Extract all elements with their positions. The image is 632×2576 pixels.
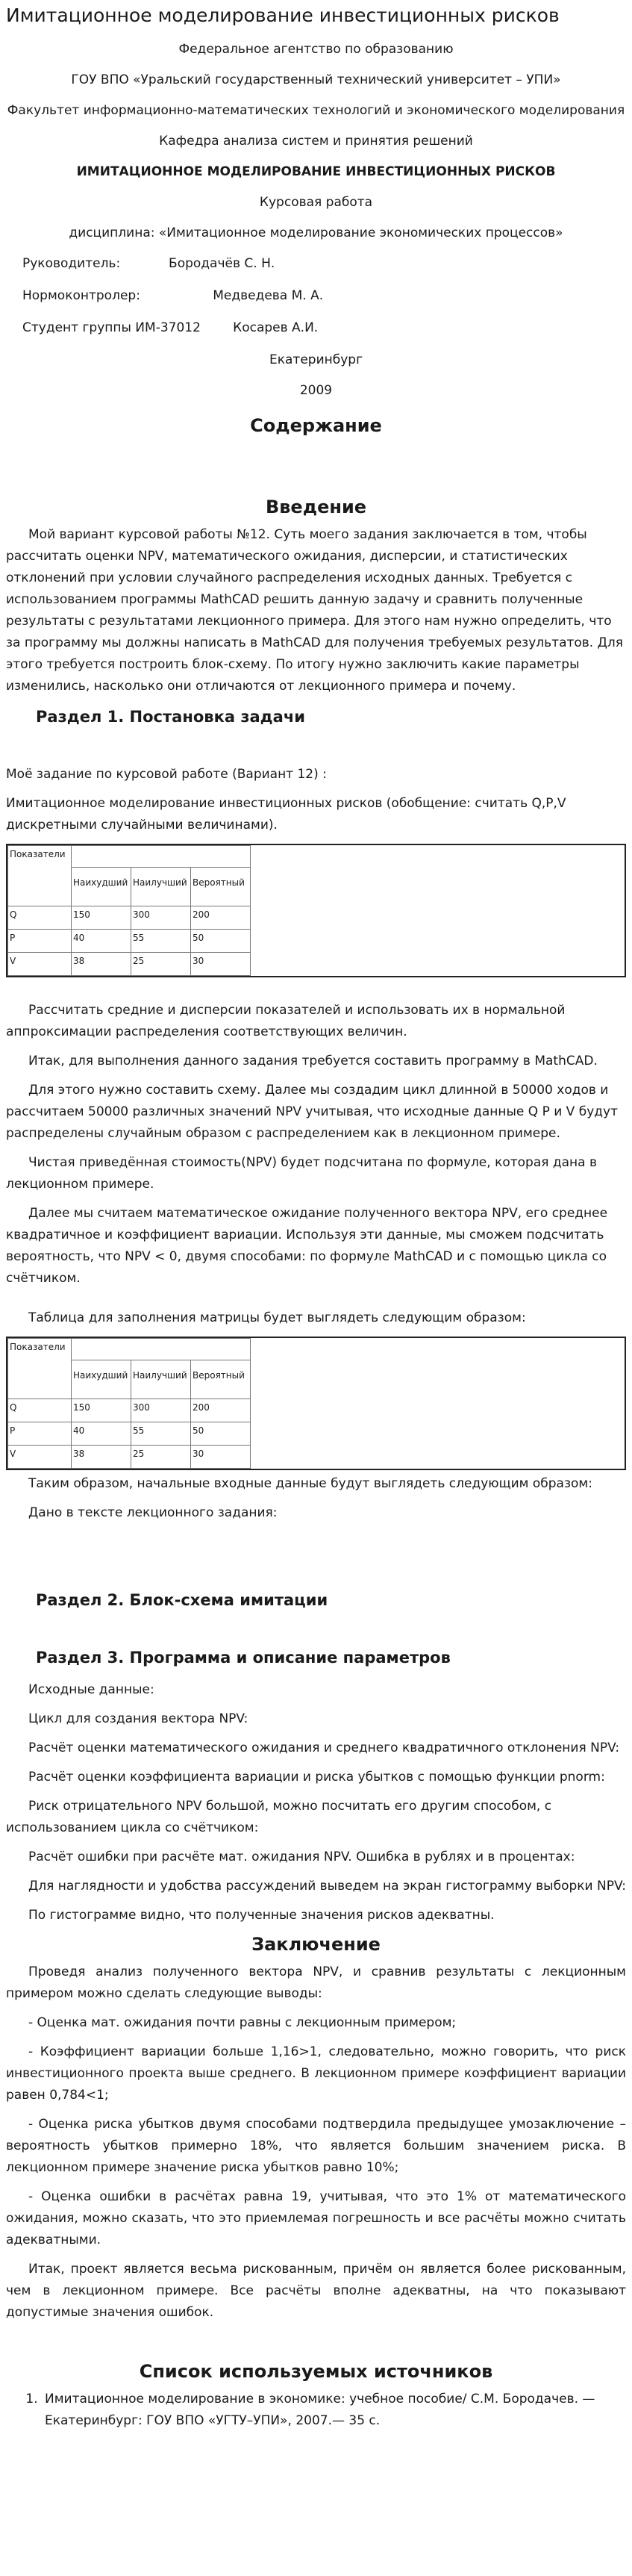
normcontrol-row	[22, 285, 626, 307]
table-header-cell: Показатели	[8, 1339, 72, 1399]
references-heading: Список используемых источников	[139, 2361, 493, 2382]
table-row: Q 150 300 200	[8, 1399, 251, 1422]
para-npv: Чистая приведённая стоимость(NPV) будет подсчитана по формуле, которая дана в лекционном примере.	[6, 1155, 598, 1192]
col-worst: Наихудший	[72, 868, 131, 906]
indicators-table-2	[6, 1337, 626, 1470]
table-row: P 40 55 50	[8, 1422, 251, 1446]
table-row: P 40 55 50	[8, 930, 251, 953]
student-name: Косарев А.И.	[233, 320, 319, 335]
section3-item: Исходные данные:	[28, 1682, 154, 1697]
para-inputs: Таким образом, начальные входные данные будут выглядеть следующим образом:	[28, 1476, 592, 1491]
supervisor-row	[22, 253, 626, 275]
references-list	[24, 2389, 626, 2432]
document-page	[0, 3, 632, 2462]
conclusion-paragraph: Проведя анализ полученного вектора NPV, и сравнив результаты с лекционным примером можно сделать следующие выводы:	[6, 1964, 626, 2001]
supervisor-name: Бородачёв С. Н.	[169, 256, 275, 271]
table-row: V 38 25 30	[8, 1446, 251, 1469]
university-line: ГОУ ВПО «Уральский государственный технический университет – УПИ»	[71, 72, 561, 87]
table-header-cell: Показатели	[8, 846, 72, 906]
section3-item: Расчёт ошибки при расчёте мат. ожидания NPV. Ошибка в рублях и в процентах:	[28, 1849, 575, 1864]
conclusion-paragraph: - Оценка риска убытков двумя способами подтвердила предыдущее умозаключение – вероятность убытков примерно 18%, что является большим значением риска. В лекционном примере значение риска убытков равно 10%;	[6, 2117, 626, 2175]
conclusion-paragraph: Итак, проект является весьма рискованным, причём он является более рискованным, чем в лекционном примере. Все расчёты вполне адекватны, на что показывают допустимые значения ошибок.	[6, 2262, 626, 2320]
section3-heading: Раздел 3. Программа и описание параметров	[36, 1649, 451, 1667]
col-best: Наилучший	[131, 868, 191, 906]
para-calc: Рассчитать средние и дисперсии показателей и использовать их в нормальной аппроксимации распределения соответствующих величин.	[6, 1003, 566, 1039]
indicators-table-1	[6, 844, 626, 977]
para-given: Дано в тексте лекционного задания:	[28, 1505, 278, 1520]
faculty-line: Факультет информационно-математических технологий и экономического моделирования	[7, 103, 625, 118]
para-mathcad: Итак, для выполнения данного задания требуется составить программу в MathCAD.	[28, 1054, 598, 1068]
para-stats: Далее мы считаем математическое ожидание полученного вектора NPV, его среднее квадратичное и коэффициент вариации. Используя эти данные, мы сможем подсчитать вероятность, что NPV < 0, двумя способами: по формуле MathCAD и с помощью цикла со счётчиком.	[6, 1206, 608, 1286]
section2-heading: Раздел 2. Блок-схема имитации	[36, 1591, 328, 1609]
toc-heading: Содержание	[250, 415, 382, 436]
city-line: Екатеринбург	[269, 352, 363, 367]
section3-item: По гистограмме видно, что полученные значения рисков адекватны.	[28, 1908, 495, 1923]
student-label: Студент группы ИМ-37012	[22, 320, 201, 335]
task-description: Имитационное моделирование инвестиционных рисков (обобщение: считать Q,P,V дискретными случайными величинами).	[6, 796, 566, 833]
discipline-line: дисциплина: «Имитационное моделирование экономических процессов»	[69, 225, 563, 240]
col-likely: Вероятный	[191, 1360, 251, 1399]
conclusion-paragraph: - Оценка ошибки в расчётах равна 19, учитывая, что это 1% от математического ожидания, можно сказать, что это приемлемая погрешность и все расчёты можно считать адекватными.	[6, 2189, 626, 2247]
intro-text: Мой вариант курсовой работы №12. Суть моего задания заключается в том, чтобы рассчитать оценки NPV, математического ожидания, дисперсии, и статистических отклонений при условии случайного распределения исходных данных. Требуется с использованием программы MathCAD решить данную задачу и сравнить полученные результаты с результатами лекционного примера. Для этого нам нужно определить, что за программу мы должны написать в MathCAD для получения требуемых результатов. Для этого требуется построить блок-схему. По итогу нужно заключить какие параметры изменились, насколько они отличаются от лекционного примера и почему.	[6, 527, 623, 694]
section1-heading: Раздел 1. Постановка задачи	[36, 708, 305, 726]
conclusion-paragraph: - Коэффициент вариации больше 1,16>1, следовательно, можно говорить, что риск инвестиционного проекта выше среднего. В лекционном примере коэффициент вариации равен 0,784<1;	[6, 2044, 626, 2103]
year-line: 2009	[299, 383, 333, 398]
table-header-spacer	[72, 1339, 251, 1360]
col-likely: Вероятный	[191, 868, 251, 906]
table-row: V 38 25 30	[8, 953, 251, 976]
agency-line: Федеральное агентство по образованию	[178, 42, 454, 57]
intro-heading: Введение	[265, 497, 367, 517]
student-row	[22, 317, 626, 339]
table-row: Q 150 300 200	[8, 906, 251, 930]
work-title: ИМИТАЦИОННОЕ МОДЕЛИРОВАНИЕ ИНВЕСТИЦИОННЫХ РИСКОВ	[76, 164, 556, 179]
normcontrol-label: Нормоконтролер:	[22, 288, 140, 303]
normcontrol-name: Медведева М. А.	[213, 288, 324, 303]
work-type: Курсовая работа	[259, 195, 373, 210]
table-header-spacer	[72, 846, 251, 868]
section3-item: Для наглядности и удобства рассуждений выведем на экран гистограмму выборки NPV:	[28, 1879, 626, 1894]
section3-item: Риск отрицательного NPV большой, можно посчитать его другим способом, с использованием цикла со счётчиком:	[6, 1799, 552, 1835]
conclusion-heading: Заключение	[251, 1934, 381, 1955]
section3-item: Расчёт оценки коэффициента вариации и риска убытков с помощью функции pnorm:	[28, 1770, 605, 1785]
page-title: Имитационное моделирование инвестиционных рисков	[6, 4, 560, 26]
task-line: Моё задание по курсовой работе (Вариант 12) :	[6, 767, 327, 782]
department-line: Кафедра анализа систем и принятия решений	[159, 134, 473, 149]
para-table-intro: Таблица для заполнения матрицы будет выглядеть следующим образом:	[28, 1310, 526, 1325]
section3-item: Расчёт оценки математического ожидания и среднего квадратичного отклонения NPV:	[28, 1740, 620, 1755]
col-best: Наилучший	[131, 1360, 191, 1399]
col-worst: Наихудший	[72, 1360, 131, 1399]
supervisor-label: Руководитель:	[22, 256, 121, 271]
conclusion-paragraph: - Оценка мат. ожидания почти равны с лекционным примером;	[28, 2015, 457, 2030]
para-scheme: Для этого нужно составить схему. Далее мы создадим цикл длинной в 50000 ходов и рассчитаем 50000 различных значений NPV учитывая, что исходные данные Q P и V будут распределены случайным образом с распределением как в лекционном примере.	[6, 1083, 618, 1141]
section3-item: Цикл для создания вектора NPV:	[28, 1711, 248, 1726]
reference-item: 1. Имитационное моделирование в экономике: учебное пособие/ С.М. Бородачев. — Екатеринбург: ГОУ ВПО «УГТУ–УПИ», 2007.— 35 с.	[42, 2389, 626, 2432]
